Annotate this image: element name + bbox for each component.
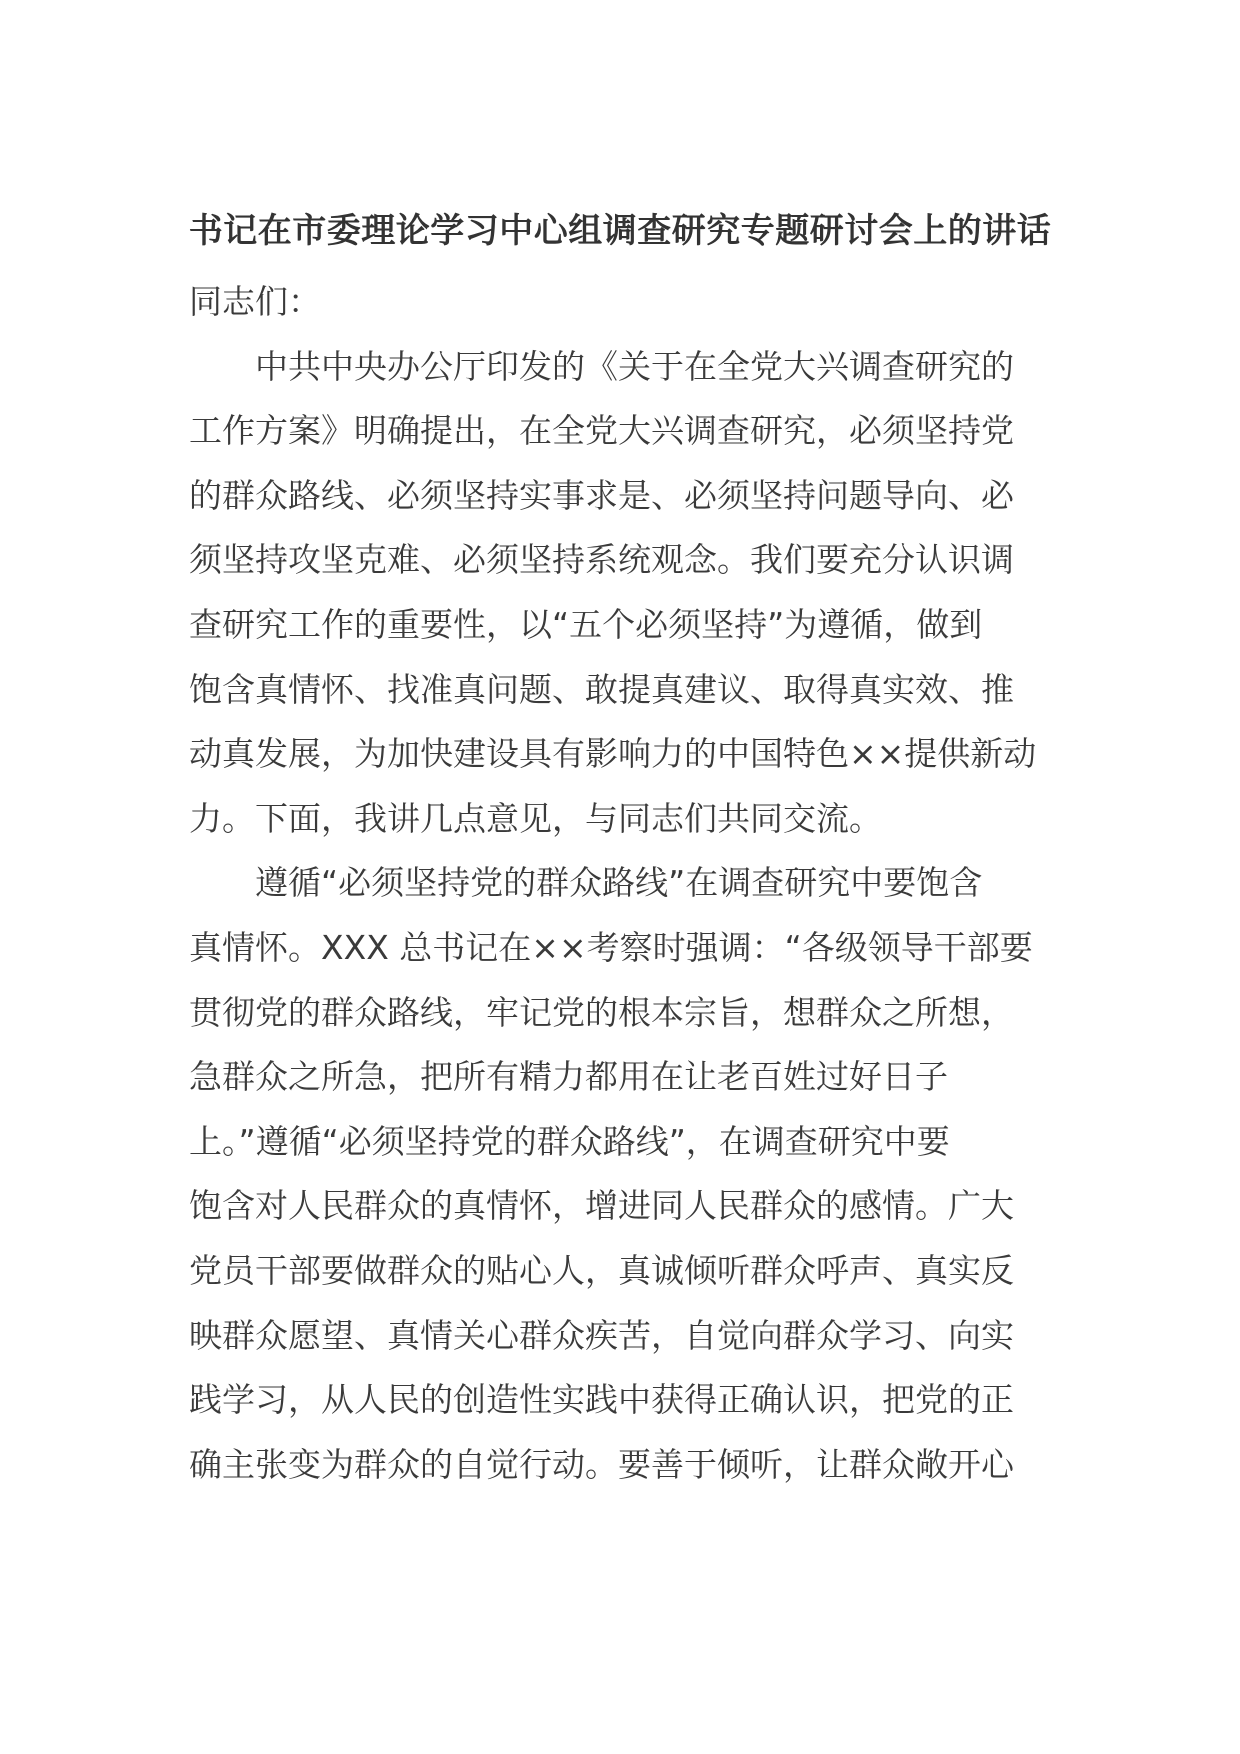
paragraph-1-line-2: 工作方案》明确提出，在全党大兴调查研究，必须坚持党: [189, 411, 1014, 451]
paragraph-2-line-9: 践学习，从人民的创造性实践中获得正确认识，把党的正: [189, 1380, 1014, 1420]
paragraph-1-line-6: 饱含真情怀、找准真问题、敢提真建议、取得真实效、推: [189, 669, 1014, 709]
paragraph-1-line-5: 查研究工作的重要性，以“五个必须坚持”为遵循，做到: [189, 604, 983, 644]
paragraph-1-line-7: 动真发展，为加快建设具有影响力的中国特色××提供新动: [189, 734, 1037, 774]
paragraph-2-line-4: 急群众之所急，把所有精力都用在让老百姓过好日子: [189, 1057, 948, 1097]
salutation-line: 同志们：: [189, 282, 321, 321]
paragraph-2-line-5: 上。”遵循“必须坚持党的群众路线”，在调查研究中要: [189, 1121, 950, 1161]
paragraph-1-line-4: 须坚持攻坚克难、必须坚持系统观念。我们要充分认识调: [189, 540, 1014, 580]
paragraph-2-line-2: 真情怀。XXX 总书记在××考察时强调：“各级领导干部要: [189, 927, 1033, 967]
paragraph-2-line-6: 饱含对人民群众的真情怀，增进同人民群众的感情。广大: [189, 1186, 1014, 1226]
paragraph-2-line-8: 映群众愿望、真情关心群众疾苦，自觉向群众学习、向实: [189, 1315, 1014, 1355]
document-body: [189, 270, 1069, 1497]
paragraph-1-line-1: 中共中央办公厅印发的《关于在全党大兴调查研究的: [255, 346, 1014, 386]
paragraph-2-line-1: 遵循“必须坚持党的群众路线”在调查研究中要饱含: [255, 863, 983, 903]
paragraph-2-line-10: 确主张变为群众的自觉行动。要善于倾听，让群众敞开心: [189, 1444, 1014, 1484]
paragraph-2-line-7: 党员干部要做群众的贴心人，真诚倾听群众呼声、真实反: [189, 1250, 1014, 1290]
document-title: 书记在市委理论学习中心组调查研究专题研讨会上的讲话: [188, 211, 1052, 251]
paragraph-1-line-8: 力。下面，我讲几点意见，与同志们共同交流。: [189, 798, 882, 838]
paragraph-1-line-3: 的群众路线、必须坚持实事求是、必须坚持问题导向、必: [189, 475, 1014, 515]
paragraph-2-line-3: 贯彻党的群众路线，牢记党的根本宗旨，想群众之所想，: [189, 992, 1014, 1032]
